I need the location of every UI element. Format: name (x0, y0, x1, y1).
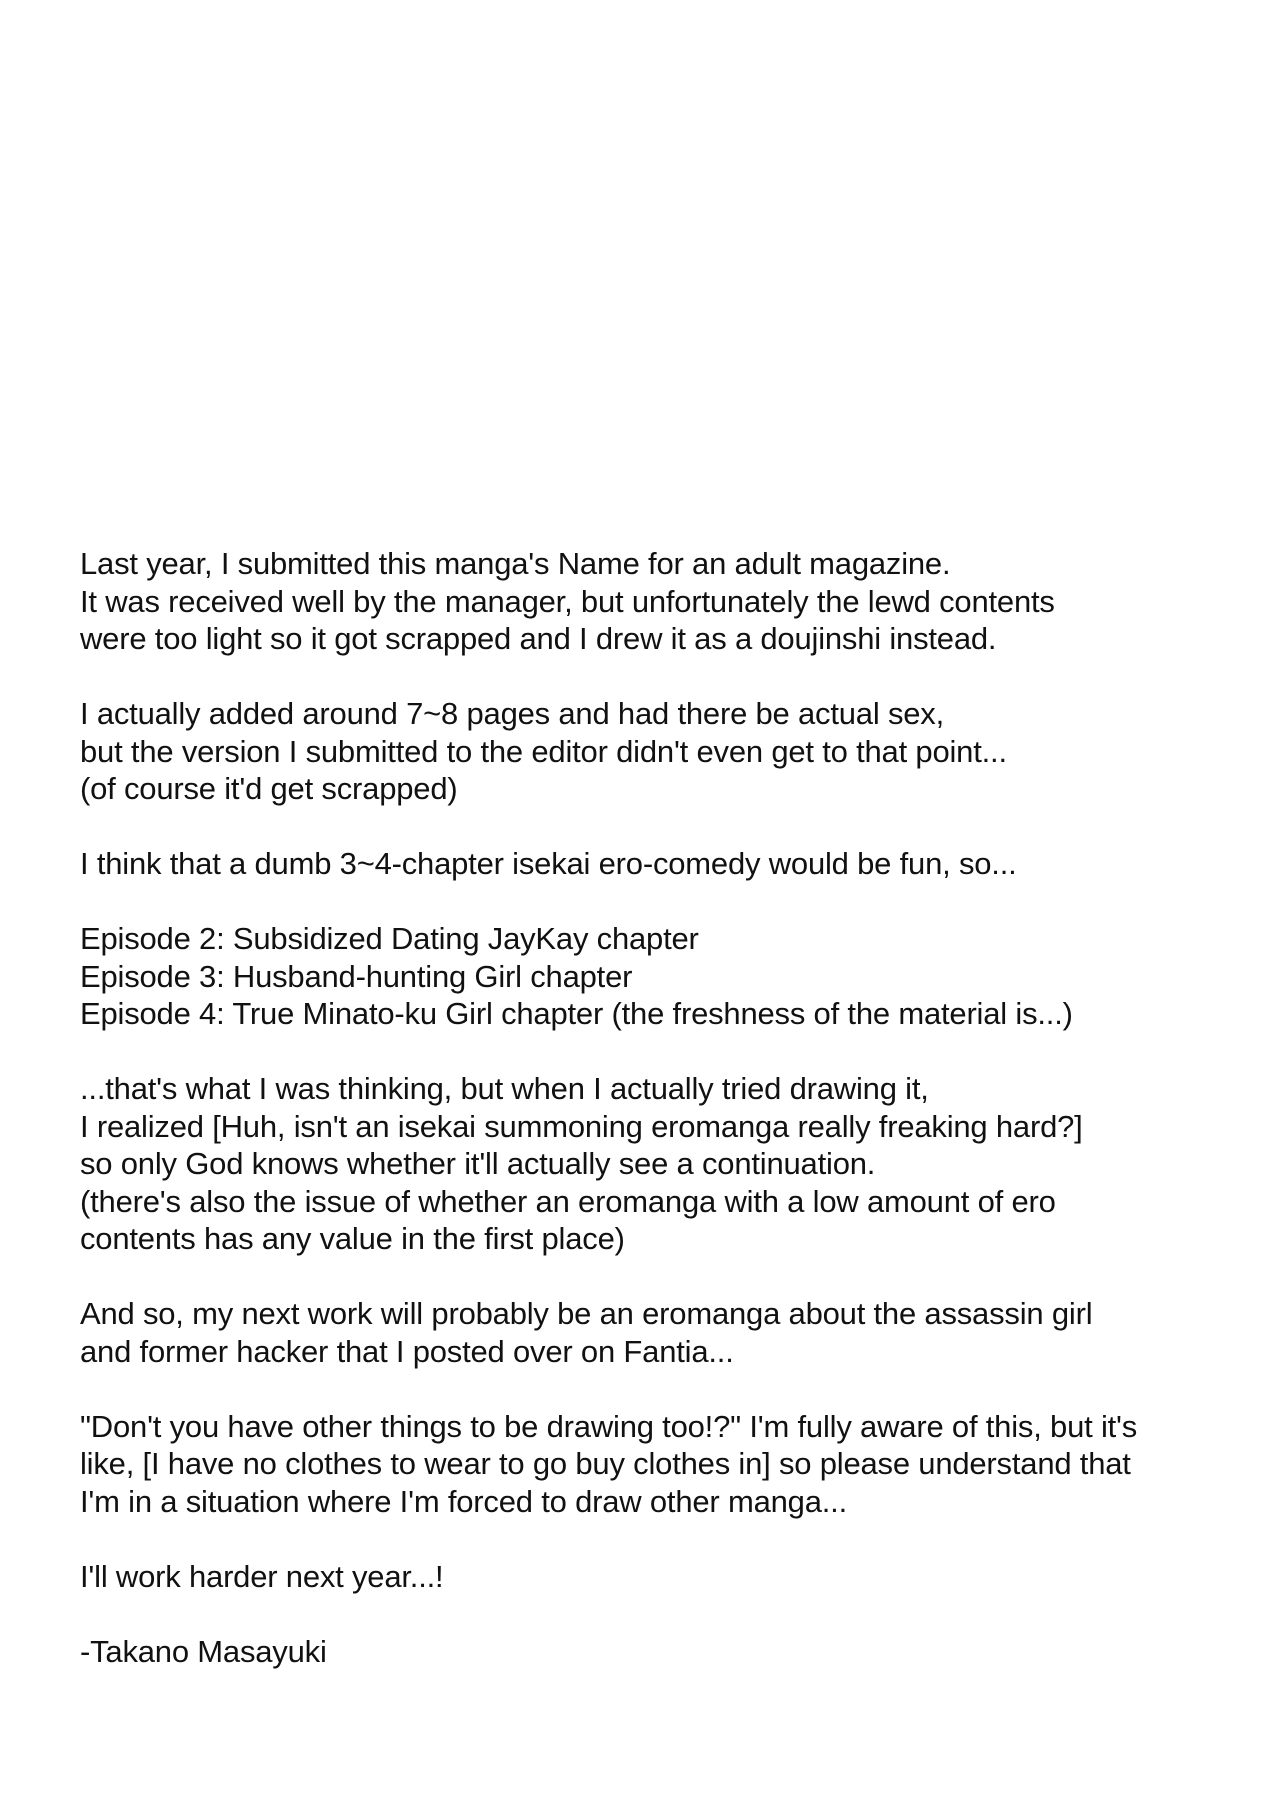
episode-line: Episode 4: True Minato-ku Girl chapter (the freshness of the material is...) (80, 996, 1073, 1031)
text-line: Last year, I submitted this manga's Name for an adult magazine. (80, 546, 951, 581)
text-line: I'm in a situation where I'm forced to draw other manga... (80, 1483, 847, 1519)
episode-line: Episode 3: Husband-hunting Girl chapter (80, 958, 633, 994)
text-line: I realized [Huh, isn't an isekai summoning eromanga really freaking hard?] (80, 1108, 1083, 1144)
paragraph-submission (80, 545, 1240, 658)
text-line: but the version I submitted to the editor didn't even get to that point... (80, 733, 1007, 769)
paragraph-episode-list (80, 920, 1240, 1033)
text-line: I actually added around 7~8 pages and had there be actual sex, (80, 696, 945, 731)
text-line: "Don't you have other things to be drawing too!?" I'm fully aware of this, but it's (80, 1408, 1138, 1444)
text-line: and former hacker that I posted over on Fantia... (80, 1333, 734, 1369)
text-line: were too light so it got scrapped and I drew it as a doujinshi instead. (80, 621, 997, 656)
author-signature: -Takano Masayuki (80, 1633, 327, 1669)
text-line: ...that's what I was thinking, but when I actually tried drawing it, (80, 1071, 929, 1106)
episode-line: Episode 2: Subsidized Dating JayKay chapter (80, 921, 699, 956)
text-line: like, [I have no clothes to wear to go buy clothes in] so please understand that (80, 1446, 1131, 1481)
paragraph-continuation (80, 1070, 1240, 1258)
text-line: contents has any value in the first place) (80, 1221, 625, 1256)
afterword-text (80, 545, 1240, 1708)
text-line: It was received well by the manager, but unfortunately the lewd contents (80, 583, 1055, 619)
paragraph-closing (80, 1558, 1240, 1596)
text-line: And so, my next work will probably be an eromanga about the assassin girl (80, 1296, 1093, 1331)
text-line: I'll work harder next year...! (80, 1558, 444, 1594)
paragraph-series-idea (80, 845, 1240, 883)
text-line: so only God knows whether it'll actually see a continuation. (80, 1146, 876, 1181)
text-line: (there's also the issue of whether an eromanga with a low amount of ero (80, 1183, 1056, 1219)
text-line: I think that a dumb 3~4-chapter isekai ero-comedy would be fun, so... (80, 846, 1017, 881)
text-line: (of course it'd get scrapped) (80, 771, 458, 806)
paragraph-next-work (80, 1295, 1240, 1370)
signature (80, 1633, 1240, 1671)
paragraph-added-pages (80, 695, 1240, 808)
paragraph-other-manga (80, 1408, 1240, 1521)
